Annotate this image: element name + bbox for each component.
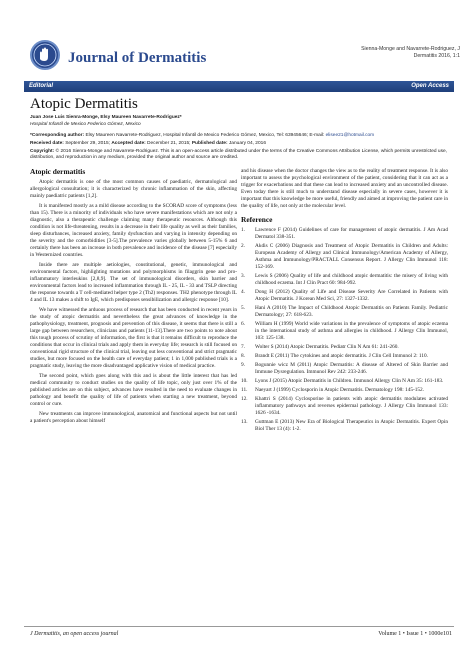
body-paragraph: Inside there are multiple aetiologies, constitutional, genetic, immunological and environmental factors, highlighting mutations and polymorphisms in filaggrin gene and pro-inflammatory interleukins [2,8,9]. The set of immunological disorders, skin barrier and environmental factors lead to increased inflammation through IL - 25, IL - 33 and TSLP directing the response towards a T cell-mediated helper type 2 (Th2) responses. TH2 phenotype through IL 4 and IL 13 makes a shift to IgE, which predisposes sensibilization and allergic response [10]. [30, 262, 237, 303]
reference-text: Lawrence F (2014) Guidelines of care for management of atopic dermatitis. J Am Acad Dermatol 338-351. [255, 227, 448, 240]
reference-text: Naeyart J (1999) Cyclosporin in Atopic Dermatitis. Dermatology 198: 145-152. [255, 387, 425, 393]
body-paragraph: New treatments can improve immunological, anatomical and functional aspects but not until a patient's perception about himself [30, 411, 237, 424]
section-heading: Atopic dermatitis [30, 167, 86, 176]
reference-heading: Reference [241, 215, 273, 224]
reference-number: 10. [241, 378, 248, 384]
reference-item [241, 289, 448, 303]
reference-number: 7. [241, 344, 245, 350]
reference-text: Lewis S (2006) Quality of life and childhood atopic dermatitis: the misery of living with childhood eczema. Int J Clin Pract 60: 984-992. [255, 273, 448, 286]
reference-number: 2. [241, 243, 245, 249]
affiliation: Hospital Infantil de Mexico Federico Gómez, Mexico [30, 122, 141, 127]
reference-number: 1. [241, 227, 245, 233]
authors: Juan Jose Luis Sienra-Monge, Elsy Maureen Navarrete-Rodriguez* [30, 115, 182, 120]
reference-item [241, 321, 448, 342]
reference-item [241, 419, 448, 433]
journal-title: Journal of Dermatitis [68, 50, 207, 66]
published-label: Published date: [191, 141, 228, 146]
reference-text: Brandt E (2011) The cytokines and atopic dermatitis. J Clin Cell Immunol 2: 110. [255, 353, 428, 359]
citation-line-2: Dermatitis 2016, 1:1 [413, 53, 460, 59]
reference-text: Guttman E (2013) New Era of Biological Therapeutics in Atopic Dermatitis. Expert Opin Biol Ther 13 (4): 1-2. [255, 419, 448, 432]
citation-line-1: Sienna-Monge and Navarrete-Rodriguez, J [361, 46, 460, 52]
reference-item [241, 378, 448, 385]
body-paragraph: The second point, which goes along with this and is about the little interest that has led medical community to conduct studies on the quality of life topic, only just over 1% of the published articles are on this subject, advances have resulted in the need to evaluate changes in pathology and benefit the quality of life of patients when starting a new treatment, beyond control or cure. [30, 373, 237, 407]
page-header [0, 0, 474, 80]
reference-number: 3. [241, 273, 245, 279]
copyright-label: Copyright: [30, 149, 55, 154]
reference-item [241, 362, 448, 376]
article-type-label: Editorial [29, 83, 54, 89]
reference-item [241, 243, 448, 271]
corresponding-author [30, 133, 448, 139]
reference-number: 8. [241, 353, 245, 359]
received-date: September 29, 2015; [63, 141, 112, 146]
open-access-label: Open Access [411, 83, 449, 89]
reference-item [241, 305, 448, 319]
reference-item [241, 273, 448, 287]
article-type-band [24, 81, 454, 92]
reference-text: Dong H (2012) Quality of Life and Disease Severity Are Correlated in Patients with Atopic Dermatitis. J Korean Med Sci, 27: 1327-1332. [255, 289, 448, 302]
reference-text: Akdis C (2006) Diagnosis and Treatment of Atopic Dermatitis in Children and Adults: European Academy of Allergy and Clinical Immunology/American Academy of Allergy, Asthma and Immunology/PRACTALL Consensus Report. J Allergy Clin Immunol 118: 152-169. [255, 243, 448, 270]
body-paragraph: and his disease when the doctor changes the view as to the reality of treatment response. It is also important to assess the psychological environment of the patient, considering that it can act as a trigger for exacerbations and that these can lead to increased anxiety and an uncontrolled disease. Even today there is still much to understand disease especially in severe cases, however it is important that this knowledge be more useful, friendly and aimed at improving the patient care in the quality of life, not only at the molecular level. [241, 168, 448, 209]
reference-item [241, 396, 448, 417]
reference-text: Wolter S (2014) Atopic Dermatitis. Pediatr Clin N Am 61: 241-260. [255, 344, 399, 350]
reference-number: 11. [241, 387, 248, 393]
received-label: Received date: [30, 141, 64, 146]
accepted-date: December 21, 2015; [145, 141, 192, 146]
corr-email-link[interactable]: elisee21@hotmail.com [325, 133, 375, 138]
reference-text: Bogunnie wicz M (2011) Atopic Dermatitis: A disease of Altered of Skin Barrier and Immune Dysregulation. Immunol Rev 242: 233-246. [255, 362, 448, 375]
reference-item [241, 227, 448, 241]
footer-divider [24, 626, 454, 627]
reference-number: 5. [241, 305, 245, 311]
right-column [241, 168, 448, 435]
reference-number: 4. [241, 289, 245, 295]
article-title: Atopic Dermatitis [30, 96, 138, 112]
hand-globe-logo-icon [30, 40, 60, 70]
reference-item [241, 387, 448, 394]
reference-number: 12. [241, 396, 248, 402]
reference-number: 6. [241, 321, 245, 327]
reference-item [241, 344, 448, 351]
footer-journal: J Dermatitis, an open access journal [30, 631, 119, 637]
published-date: January 04, 2016 [227, 141, 266, 146]
reference-number: 13. [241, 419, 248, 425]
left-column [30, 168, 237, 428]
footer-volume: Volume 1 • Issue 1 • 1000e101 [378, 631, 452, 637]
corr-label: *Corresponding author: [30, 133, 85, 138]
reference-text: Lyons J (2015) Atopic Dermatitis in Children. Immunol Allergy Clin N Am 35: 161-183. [255, 378, 444, 384]
copyright-text: © 2016 Sienra-Monge and Navarrete-Rodriguez. This is an open-access article distributed under the terms of the Creative Commons Attribution License, which permits unrestricted use, distribution, and reproduction in any medium, provided the original author and source are credited. [30, 149, 447, 161]
citation-info [361, 46, 460, 60]
article-dates [30, 141, 448, 147]
reference-list [241, 227, 448, 433]
reference-item [241, 353, 448, 360]
corr-text: Elsy Maureen Navarrete-Rodriguez, Hospital Infantil de Mexico Federico Gómez, Mexico, Tel: 63945646; E-mail: [84, 133, 326, 138]
reference-text: Hani A (2010) The Impact of Childhood Atopic Dermatitis on Patients Family. Pediatric Dermatology; 27: 618-623. [255, 305, 448, 318]
body-paragraph: Atopic dermatitis is one of the most common causes of paediatric, dermatological and allergological consultation; it is characterized by chronic inflammation of the skin, affecting mainly paediatric patients [1,2]. [30, 179, 237, 199]
reference-number: 9. [241, 362, 245, 368]
reference-text: William H (1999) World wide variations in the prevalence of symptoms of atopic eczema in the international study of asthma and allergies in childhood. J Allergy Clin Immunol, 103: 125-138. [255, 321, 448, 341]
accepted-label: Accepted date: [111, 141, 146, 146]
body-paragraph: We have witnessed the arduous process of research that has been conducted in recent years in the study of atopic dermatitis and nevertheless the great advances of knowledge in the pathophysiology, treatment, prognosis and prevention of this disease, it seems that there is still a large gap between researchers, clinicians and patients [11-13].There are two points to note about this tough process of scrutiny of information, the first is that it remains difficult to reproduce the conditions that occur in clinical trials and apply them in everyday life; research is still focused on conventional rigid structure of the clinical trial, leaving out less conventional and strict pragmatic studies, but more focused on the health care of everyday patient; 1 in 1,000 published trials is a pragmatic study, leaving the more disadvantaged applicative vision of medical practice. [30, 307, 237, 369]
copyright [30, 149, 448, 162]
reference-text: Khattri S (2014) Cyclosporine in patients with atopic dermatitis modulates activated inflammatory pathways and reverses epidermal pathology. J Allergy Clin Immunol 133: 1626 -1634. [255, 396, 448, 416]
body-paragraph: It is manifested mostly as a mild disease according to the SCORAD score of symptoms (less than 15). There is a minority of individuals who have severe manifestations which are not only a diagnostic, also a therapeutic challenge claiming many therapeutic resources. Although this condition is not life-threatening, results in a decrease in their life quality as well as their families, sleep disturbances, increased anxiety, family dysfunction and varying in intensity depending on the severity and the comorbidities [3-5].The prevalence varies globally between 5-15% 6 and certainly there has been an increase in both prevalence and incidence of the disease [7] especially in Westernized countries. [30, 203, 237, 258]
